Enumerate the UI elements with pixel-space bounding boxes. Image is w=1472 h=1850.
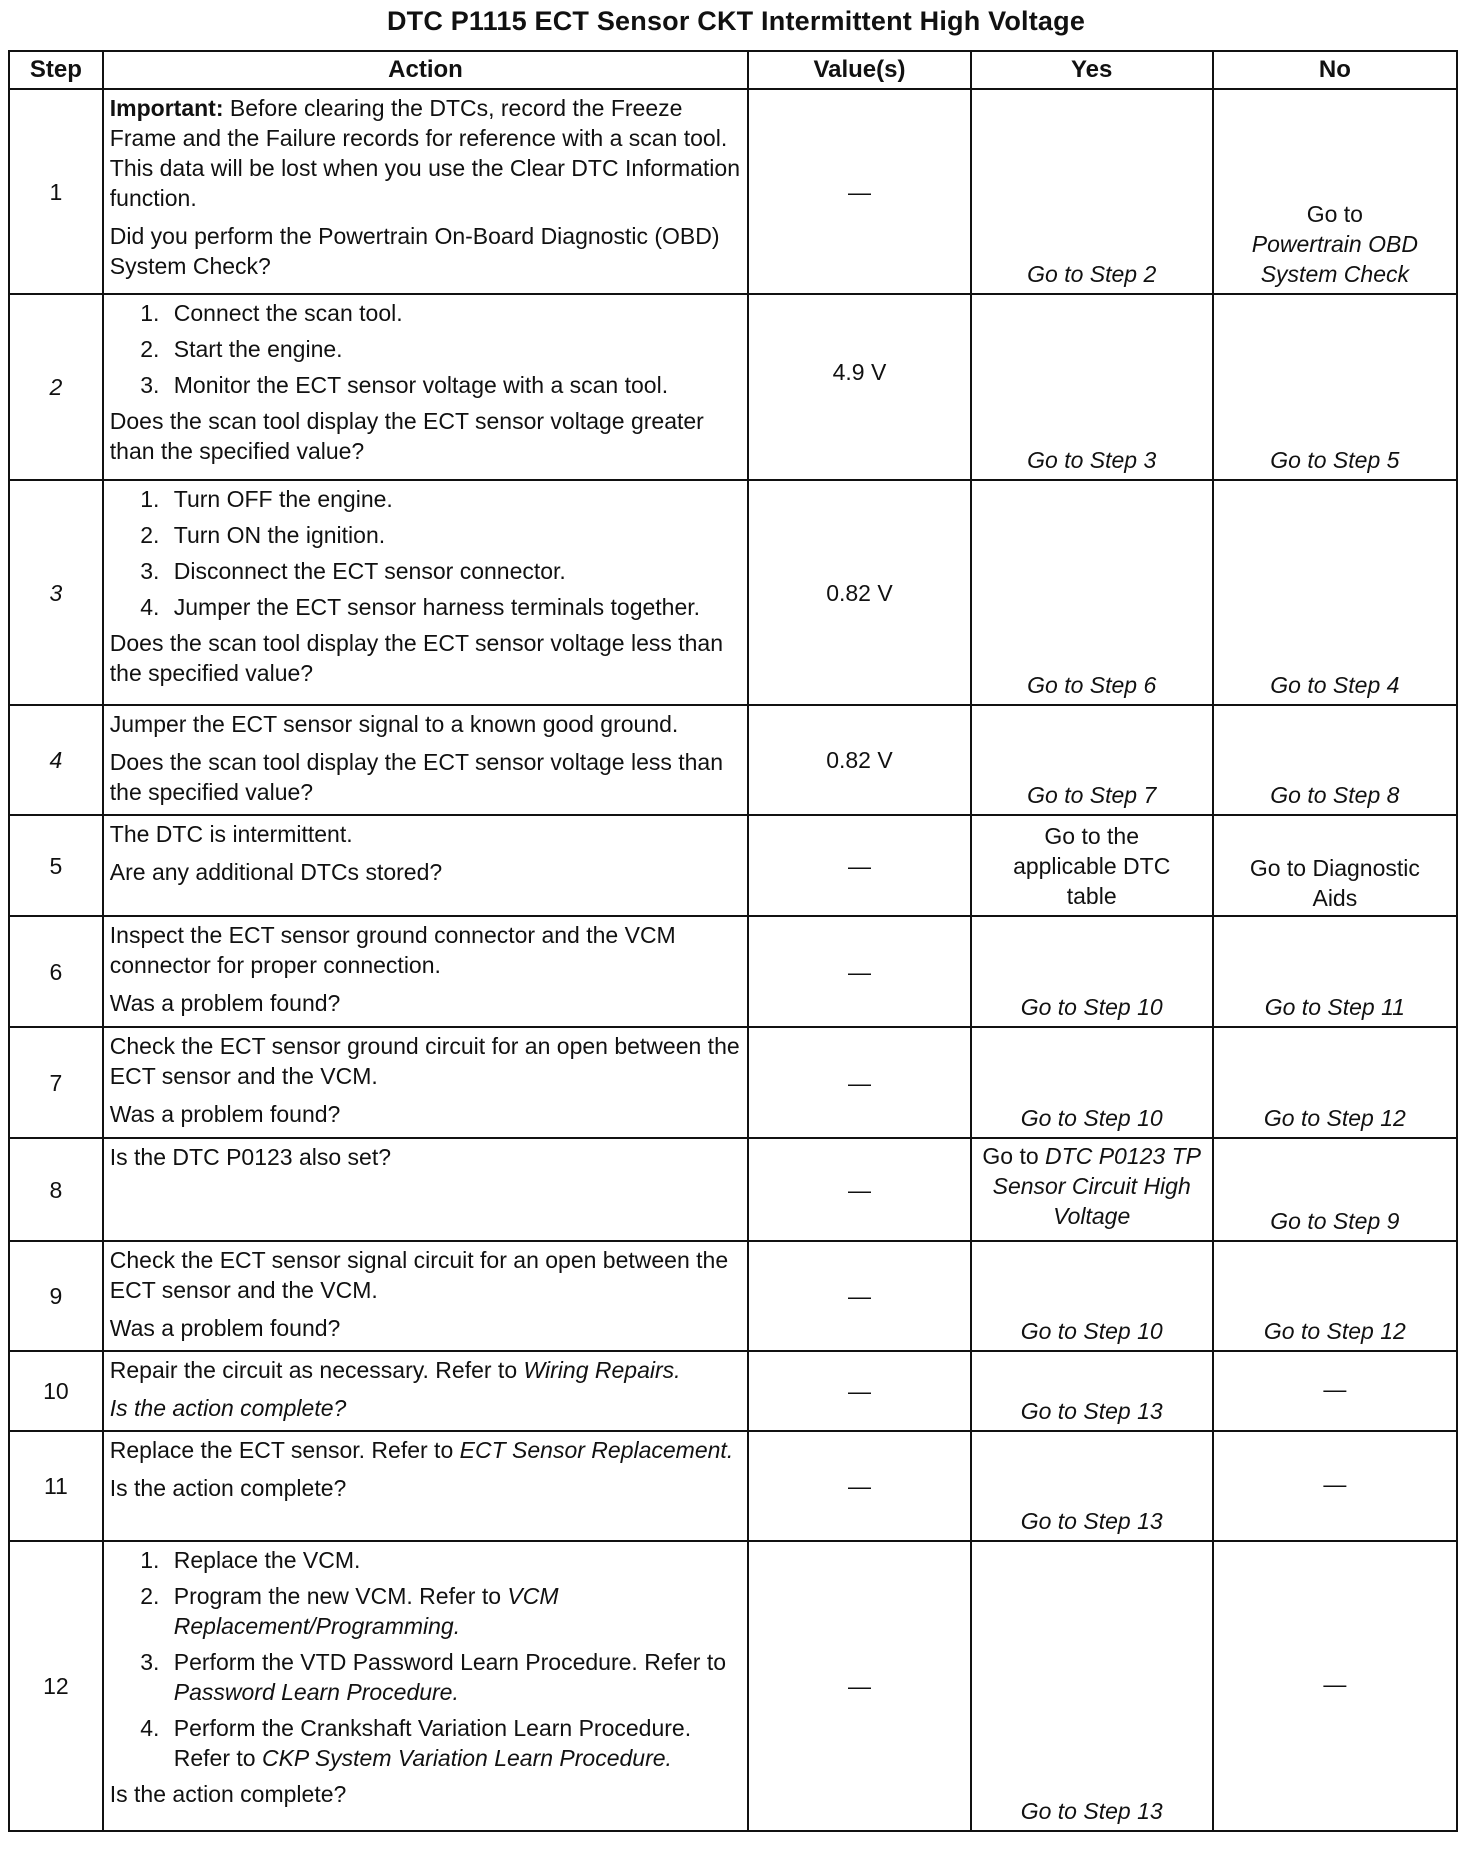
no-cell: Go to Step 5: [1213, 294, 1457, 480]
substep: 3. Monitor the ECT sensor voltage with a scan tool.: [166, 370, 741, 400]
no-cell: Go to Step 12: [1213, 1027, 1457, 1138]
value-cell: —: [748, 1241, 970, 1351]
no-cell: —: [1213, 1351, 1457, 1431]
step-number: 2: [9, 294, 103, 480]
header-no: No: [1213, 51, 1457, 89]
step-number: 5: [9, 815, 103, 916]
question-text: Is the action complete?: [109, 1395, 347, 1421]
action-cell: [103, 294, 748, 480]
table-row: [9, 1541, 1457, 1831]
step-number: 6: [9, 916, 103, 1027]
reference-link: Wiring Repairs.: [523, 1357, 681, 1383]
yes-cell: Go to Step 10: [971, 1241, 1213, 1351]
step-number: 1: [9, 89, 103, 294]
value-cell: —: [748, 1027, 970, 1138]
action-cell: [103, 1027, 748, 1138]
question-text: Are any additional DTCs stored?: [109, 859, 443, 885]
value-cell: —: [748, 89, 970, 294]
no-cell: Go to Step 9: [1213, 1138, 1457, 1241]
action-cell: [103, 89, 748, 294]
yes-cell: Go to Step 2: [971, 89, 1213, 294]
no-cell: Go to Step 4: [1213, 480, 1457, 705]
action-text: The DTC is intermittent.: [109, 821, 353, 847]
page-title: DTC P1115 ECT Sensor CKT Intermittent High Voltage: [386, 6, 1086, 36]
header-values: Value(s): [748, 51, 970, 89]
substep: 2. Turn ON the ignition.: [166, 520, 741, 550]
yes-cell: Go to the applicable DTC table: [971, 815, 1213, 916]
step-number: 7: [9, 1027, 103, 1138]
substep: [166, 1581, 741, 1641]
value-cell: —: [748, 1351, 970, 1431]
step-number: 10: [9, 1351, 103, 1431]
table-row: [9, 89, 1457, 294]
substep: 4. Jumper the ECT sensor harness terminals together.: [166, 592, 741, 622]
reference-link: VCM Replacement/Programming.: [173, 1583, 559, 1639]
substep: [166, 1647, 741, 1707]
question-text: Is the action complete?: [109, 1475, 347, 1501]
header-step: Step: [9, 51, 103, 89]
no-cell: [1213, 89, 1457, 294]
step-number: 12: [9, 1541, 103, 1831]
question-text: Does the scan tool display the ECT sensor voltage greater than the specified value?: [109, 408, 704, 464]
value-cell: 0.82 V: [748, 705, 970, 815]
table-row: [9, 1431, 1457, 1541]
question-text: Was a problem found?: [109, 990, 341, 1016]
question-text: Does the scan tool display the ECT sensor voltage less than the specified value?: [109, 630, 724, 686]
value-cell: —: [748, 1431, 970, 1541]
no-cell: Go to Step 12: [1213, 1241, 1457, 1351]
question-text: Was a problem found?: [109, 1101, 341, 1127]
no-cell: —: [1213, 1431, 1457, 1541]
table-row: [9, 1027, 1457, 1138]
substep-list: [110, 1545, 741, 1773]
table-row: [9, 705, 1457, 815]
yes-cell: Go to Step 13: [971, 1351, 1213, 1431]
action-text: [110, 1355, 741, 1385]
substep-prefix: Program the new VCM. Refer to: [173, 1583, 501, 1609]
step-number: 3: [9, 480, 103, 705]
action-cell: [103, 1241, 748, 1351]
question-text: Did you perform the Powertrain On-Board Diagnostic (OBD) System Check?: [109, 223, 720, 279]
action-cell: [103, 1351, 748, 1431]
table-row: [9, 480, 1457, 705]
header-row: [9, 51, 1457, 89]
no-ref: Powertrain OBD System Check: [1251, 231, 1418, 287]
substep-list: [110, 298, 741, 400]
action-text: Check the ECT sensor signal circuit for an open between the ECT sensor and the VCM.: [109, 1247, 729, 1303]
yes-cell: [971, 1138, 1213, 1241]
yes-prefix: Go to: [982, 1143, 1039, 1169]
table-row: [9, 815, 1457, 916]
table-row: [9, 294, 1457, 480]
action-cell: [103, 916, 748, 1027]
yes-cell: Go to Step 10: [971, 1027, 1213, 1138]
substep: 1. Turn OFF the engine.: [166, 484, 741, 514]
yes-cell: Go to Step 7: [971, 705, 1213, 815]
action-text-prefix: Replace the ECT sensor. Refer to: [109, 1437, 454, 1463]
step-number: 11: [9, 1431, 103, 1541]
table-row: [9, 916, 1457, 1027]
substep: 1. Replace the VCM.: [166, 1545, 741, 1575]
step-number: 9: [9, 1241, 103, 1351]
no-cell: —: [1213, 1541, 1457, 1831]
yes-cell: Go to Step 13: [971, 1541, 1213, 1831]
substep-prefix: Perform the Crankshaft Variation Learn Procedure. Refer to: [173, 1715, 692, 1771]
yes-cell: Go to Step 10: [971, 916, 1213, 1027]
question-text: Was a problem found?: [109, 1315, 341, 1341]
yes-cell: Go to Step 3: [971, 294, 1213, 480]
question-text: Is the DTC P0123 also set?: [109, 1144, 392, 1170]
no-prefix: Go to: [1306, 201, 1363, 227]
action-text-prefix: Repair the circuit as necessary. Refer to: [109, 1357, 518, 1383]
no-cell: Go to Step 11: [1213, 916, 1457, 1027]
value-cell: —: [748, 1541, 970, 1831]
reference-link: Password Learn Procedure.: [173, 1679, 459, 1705]
question-text: Does the scan tool display the ECT sensor voltage less than the specified value?: [109, 749, 724, 805]
substep: [166, 1713, 741, 1773]
value-cell: 0.82 V: [748, 480, 970, 705]
question-text: Is the action complete?: [109, 1781, 347, 1807]
important-label: Important:: [109, 95, 224, 121]
action-cell: [103, 815, 748, 916]
header-action: Action: [103, 51, 748, 89]
substep-list: [110, 484, 741, 622]
yes-cell: Go to Step 6: [971, 480, 1213, 705]
action-text: Jumper the ECT sensor signal to a known good ground.: [109, 711, 679, 737]
no-cell: Go to Diagnostic Aids: [1213, 815, 1457, 916]
action-cell: [103, 1431, 748, 1541]
action-cell: [103, 1541, 748, 1831]
substep: 1. Connect the scan tool.: [166, 298, 741, 328]
table-row: [9, 1138, 1457, 1241]
table-row: [9, 1241, 1457, 1351]
reference-link: ECT Sensor Replacement.: [459, 1437, 734, 1463]
action-text: [110, 1435, 741, 1465]
value-cell: —: [748, 1138, 970, 1241]
value-cell: —: [748, 815, 970, 916]
value-cell: 4.9 V: [748, 294, 970, 480]
yes-ref: DTC P0123 TP Sensor Circuit High Voltage: [992, 1143, 1201, 1229]
action-cell: [103, 1138, 748, 1241]
important-text: Before clearing the DTCs, record the Freeze Frame and the Failure records for reference with a scan tool. This data will be lost when you use the Clear DTC Information function.: [109, 95, 740, 211]
no-cell: Go to Step 8: [1213, 705, 1457, 815]
action-cell: [103, 480, 748, 705]
yes-cell: Go to Step 13: [971, 1431, 1213, 1541]
substep-prefix: Perform the VTD Password Learn Procedure. Refer to: [173, 1649, 727, 1675]
diagnostic-table: [8, 50, 1458, 1832]
substep: 3. Disconnect the ECT sensor connector.: [166, 556, 741, 586]
step-number: 4: [9, 705, 103, 815]
action-text: Check the ECT sensor ground circuit for an open between the ECT sensor and the VCM.: [109, 1033, 740, 1089]
value-cell: —: [748, 916, 970, 1027]
action-cell: [103, 705, 748, 815]
important-note: [110, 93, 741, 213]
reference-link: CKP System Variation Learn Procedure.: [261, 1745, 672, 1771]
substep: 2. Start the engine.: [166, 334, 741, 364]
action-text: Inspect the ECT sensor ground connector and the VCM connector for proper connection.: [109, 922, 676, 978]
header-yes: Yes: [971, 51, 1213, 89]
table-row: [9, 1351, 1457, 1431]
step-number: 8: [9, 1138, 103, 1241]
